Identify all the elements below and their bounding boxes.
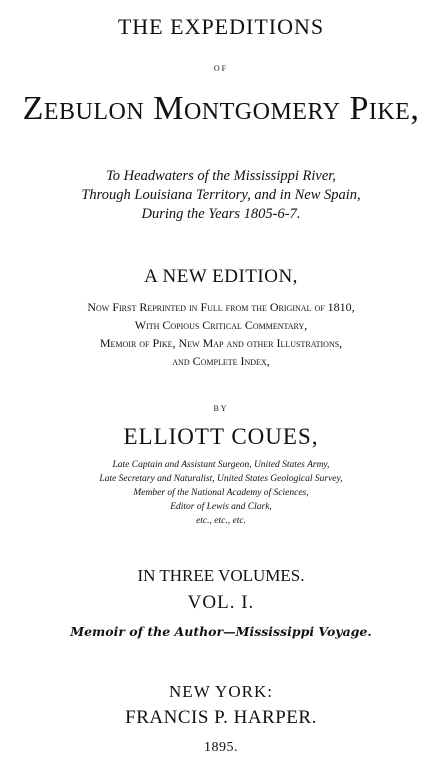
author-name: ELLIOTT COUES, <box>123 424 319 449</box>
author-credential-5: etc., etc., etc. <box>196 516 246 526</box>
volume-number: VOL. I. <box>187 592 255 613</box>
imprint-publisher: FRANCIS P. HARPER. <box>125 707 317 728</box>
edition-line-2: With Copious Critical Commentary, <box>134 318 308 332</box>
title-name: Zebulon Montgomery Pike, <box>22 90 420 127</box>
title-line-1: THE EXPEDITIONS <box>117 14 325 39</box>
imprint-year: 1895. <box>204 740 238 755</box>
author-by: BY <box>213 404 229 413</box>
edition-line-4: and Complete Index, <box>172 354 270 368</box>
edition-line-3: Memoir of Pike, New Map and other Illustrations, <box>99 336 343 350</box>
volumes-count: IN THREE VOLUMES. <box>137 566 305 585</box>
edition-heading: A NEW EDITION, <box>144 266 298 287</box>
author-credential-2: Late Secretary and Naturalist, United States Geological Survey, <box>99 474 343 484</box>
subtitle-line-1: To Headwaters of the Mississippi River, <box>106 168 336 184</box>
author-credential-4: Editor of Lewis and Clark, <box>170 502 272 512</box>
imprint-city: NEW YORK: <box>169 682 273 701</box>
author-credential-3: Member of the National Academy of Sciences, <box>133 488 309 498</box>
volume-contents: Memoir of the Author—Mississippi Voyage. <box>70 624 372 639</box>
author-credential-1: Late Captain and Assistant Surgeon, United States Army, <box>112 460 330 470</box>
subtitle-line-3: During the Years 1805-6-7. <box>141 206 301 222</box>
title-of: OF <box>213 64 229 73</box>
subtitle-line-2: Through Louisiana Territory, and in New Spain, <box>81 187 361 203</box>
edition-line-1: Now First Reprinted in Full from the Original of 1810, <box>87 300 355 314</box>
